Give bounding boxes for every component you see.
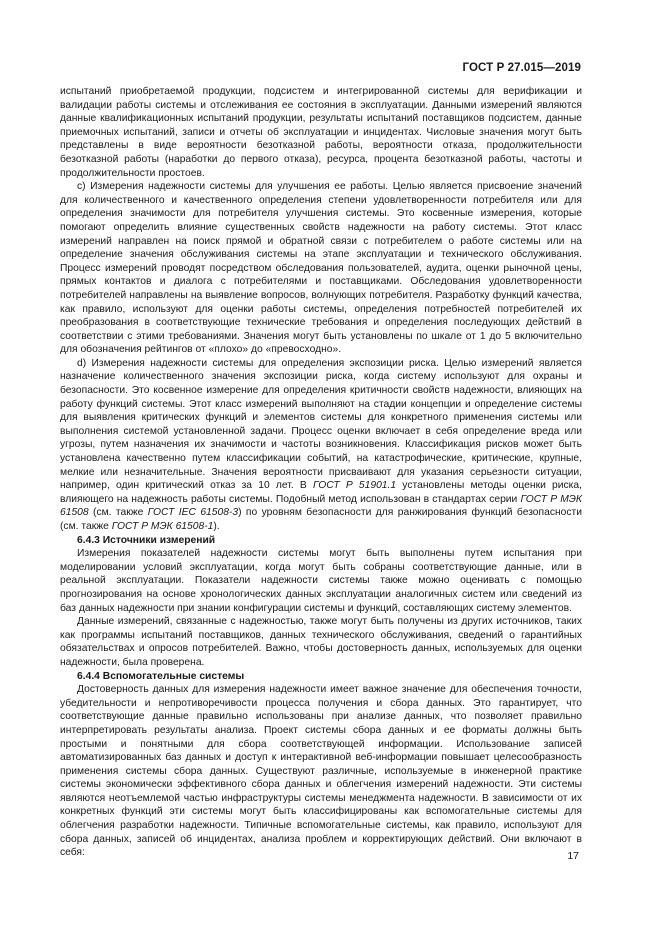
- standard-reference: ГОСТ IEC 61508-3: [147, 507, 239, 519]
- standard-reference: ГОСТ Р МЭК 61508-1: [111, 521, 214, 532]
- section-heading-6-4-3: 6.4.3 Источники измерений: [77, 534, 216, 546]
- paragraph: Измерения показателей надежности системы могут быть выполнены путем испытания при моделировании условий эксплуатации, когда могут быть собраны соответствующие данные, или в реальной эксплуатации. Показатели надежности системы также можно оценивать с помощью прогнозирования на основе хронологических данных эксплуатации аналогичных систем или сведений из баз данных надежности при знании конфигурации системы и функций, составляющих систему элементов.: [60, 548, 582, 614]
- paragraph-item-c: c) Измерения надежности системы для улучшения ее работы. Целью является присвоение значений для количественного и качественного определения степени удовлетворенности потребителя или для определения значимости для потребителя улучшения системы. Это косвенные измерения, которые помогают определить влияние существенных свойств надежности на работу системы. Этот класс измерений направлен на поиск прямой и обратной связи с потребителем о работе системы или на определение значения обслуживания системы на этапе эксплуатации и технического обслуживания. Процесс измерений проводят посредством обследования пользователей, аудита, оценки рыночной цены, прямых контактов и диалога с потребителями и поставщиками. Обследования удовлетворенности потребителей направлены на выявление вопросов, волнующих потребителя. Разработку функций качества, как правило, используют для оценки работы системы, определения потребностей потребителей их преобразования в соответствующие технические требования и определения последующих действий в соответствии с этими требованиями. Значения могут быть установлены по шкале от 1 до 5 включительно для обозначения рейтингов от «плохо» до «превосходно».: [60, 181, 582, 356]
- standard-reference: ГОСТ Р 51901.1: [312, 480, 397, 492]
- page-number: 17: [567, 850, 579, 862]
- paragraph-item-d: [60, 357, 582, 534]
- standard-reference: ГОСТ Р МЭК 61508: [60, 493, 582, 519]
- paragraph-continuation: испытаний приобретаемой продукции, подсистем и интегрированной системы для верификации и валидации работы системы и отслеживания ее состояния в эксплуатации. Данными измерений являются данные квалификационных испытаний продукции, результаты испытаний поставщиков подсистем, данные приемочных испытаний, записи и отчеты об эксплуатации и инцидентах. Числовые значения могут быть представлены в виде вероятности безотказной работы, вероятности отказа, продолжительности безотказной работы (наработки до первого отказа), ресурса, процента безотказной работы, частоты и продолжительности простоев.: [60, 86, 582, 179]
- section-heading-6-4-4: 6.4.4 Вспомогательные системы: [77, 670, 245, 682]
- body-text: [60, 85, 582, 860]
- text-fragment: ) по уровням безопасности для ранжирования функций безопасности (см. также: [60, 507, 583, 532]
- text-fragment: d) Измерения надежности системы для определения экспозиции риска. Целью измерений является назначение количественного значения экспозиции риска, когда систему используют для охраны и безопасности. Это косвенное измерение для определения критичности свойств надежности, влияющих на работу функций системы. Этот класс измерений выполняют на стадии концепции и определение системы для выявления критических функций и элементов системы для конкретного применения системы или выполнения системой установленной задачи. Процесс оценки включает в себя определение вреда или угрозы, путем назначения их значимости и частоты возникновения. Классификация рисков может быть установлена качественно путем классификации событий, на катастрофические, критические, крупные, мелкие или незначительные. Значения вероятности присваивают для указания серьезности ситуации, например, один критический отказ за 10 лет. В: [60, 357, 582, 492]
- paragraph: Данные измерений, связанные с надежностью, также могут быть получены из других источников, таких как программы испытаний поставщиков, данных технического обслуживания, сведений о гарантийных обязательствах и опросов потребителей. Важно, чтобы достоверность данных, используемых для оценки надежности, была проверена.: [60, 616, 582, 668]
- text-fragment: установлены методы оценки риска, влияющего на надежность работы системы. Подобный метод использован в стандартах серии: [60, 480, 582, 505]
- text-fragment: (см. также: [88, 507, 148, 519]
- document-id-header: ГОСТ Р 27.015—2019: [462, 62, 581, 74]
- text-fragment: ).: [213, 521, 220, 532]
- paragraph: Достоверность данных для измерения надежности имеет важное значение для обеспечения точности, убедительности и непротиворечивости процесса получения и сбора данных. Это гарантирует, что соответствующие данные правильно использованы при анализе данных, что позволяет правильно интерпретировать результаты анализа. Проект системы сбора данных и ее форматы должны быть простыми и понятными для сбора соответствующей информации. Использование записей автоматизированных баз данных и доступ к интерактивной веб-информации повышает целесообразность применения системы сбора данных. Существуют различные, используемые в инженерной практике системы экономически эффективного сбора данных и облегчения измерений надежности. Эти системы являются неотъемлемой частью инфраструктуры системы менеджмента надежности. В зависимости от их конкретных функций эти системы могут быть классифицированы как вспомогательные системы для облегчения разработки надежности. Типичные вспомогательные системы, как правило, используют для сбора данных, записей об инцидентах, анализа проблем и корректирующих действий. Они включают в себя:: [60, 684, 582, 859]
